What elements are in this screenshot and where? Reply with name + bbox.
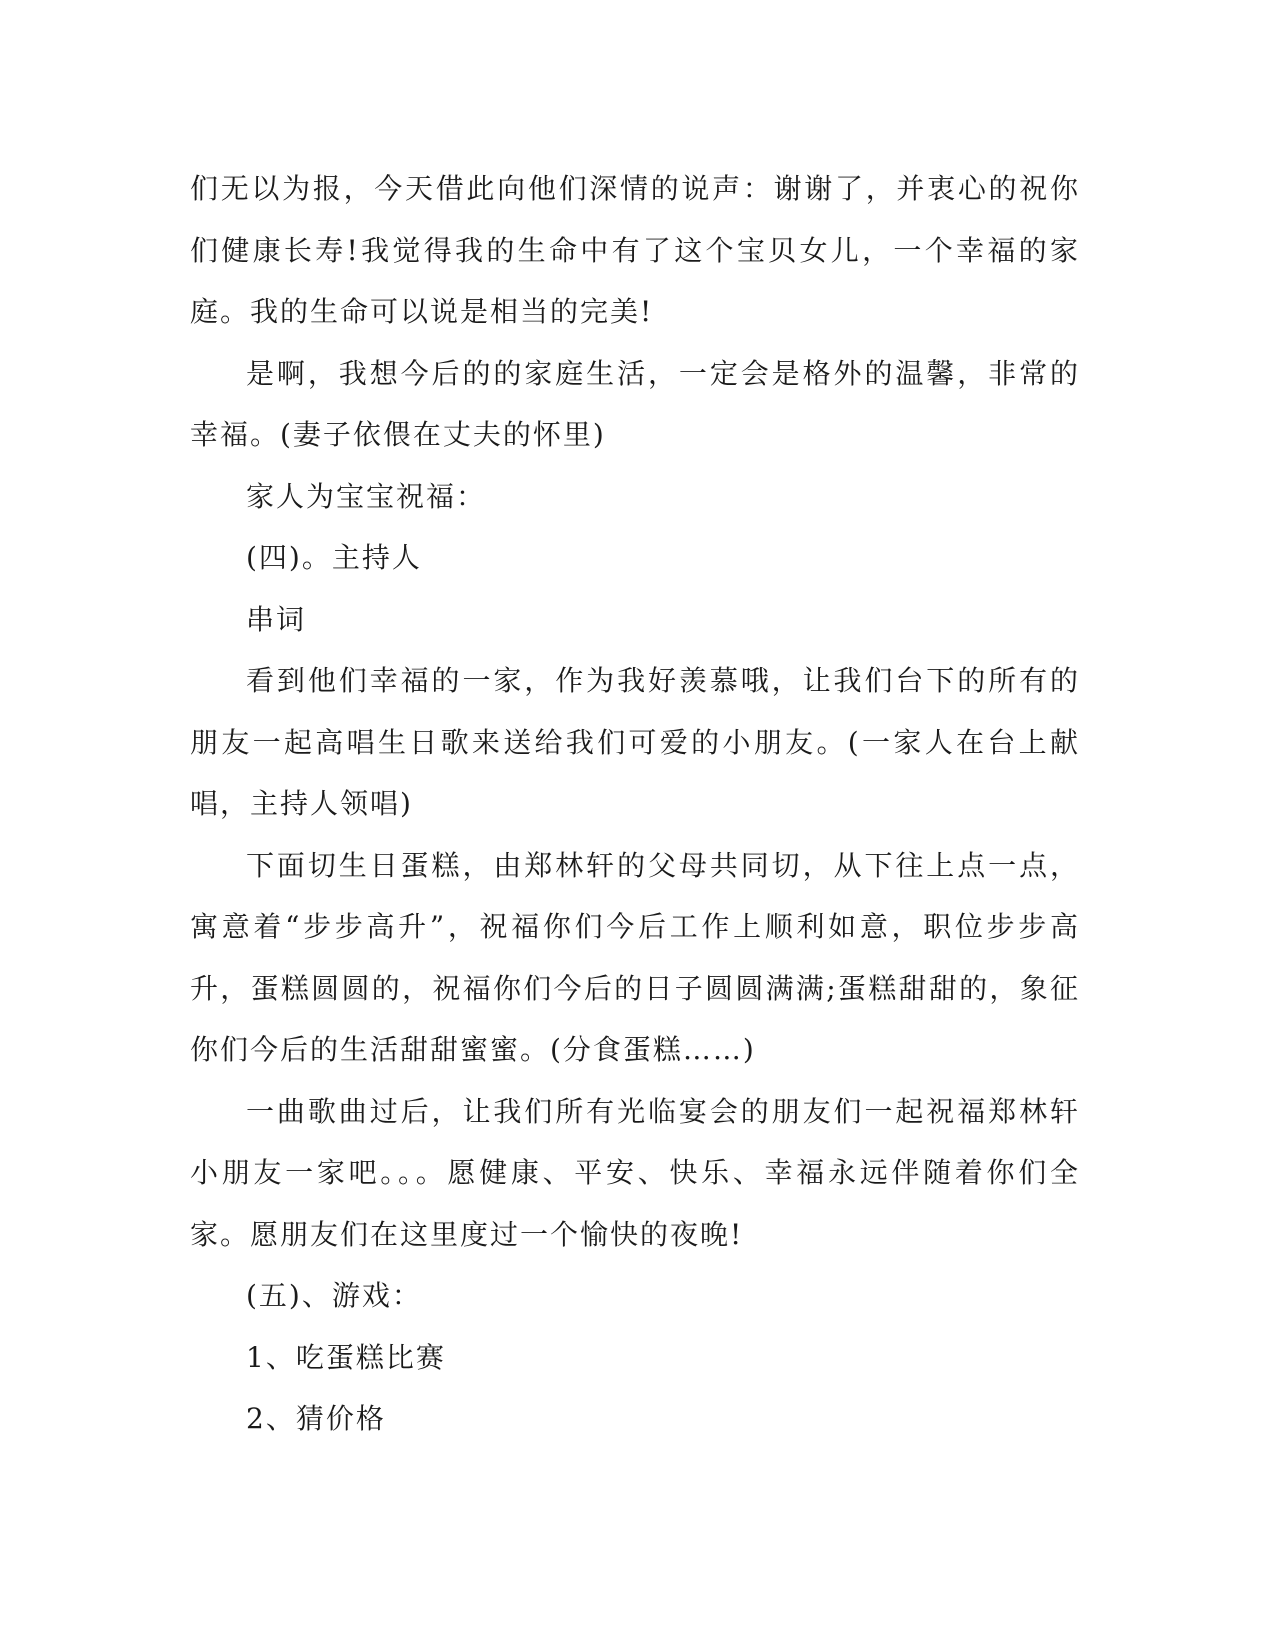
list-item: 2、猜价格 (246, 1402, 386, 1435)
paragraph: 看到他们幸福的一家，作为我好羡慕哦，让我们台下的所有的朋友一起高唱生日歌来送给我们可爱的小朋友。(一家人在台上献唱，主持人领唱) (190, 664, 1080, 820)
paragraph: 串词 (246, 602, 307, 636)
paragraph: 下面切生日蛋糕，由郑林轩的父母共同切，从下往上点一点，寓意着“步步高升”，祝福你们今后工作上顺利如意，职位步步高升，蛋糕圆圆的，祝福你们今后的日子圆圆满满;蛋糕甜甜的，象征你们今后的生活甜甜蜜蜜。(分食蛋糕……) (190, 848, 1080, 1066)
paragraph: 一曲歌曲过后，让我们所有光临宴会的朋友们一起祝福郑林轩小朋友一家吧。。。愿健康、平安、快乐、幸福永远伴随着你们全家。愿朋友们在这里度过一个愉快的夜晚! (190, 1094, 1080, 1251)
paragraph: 们无以为报，今天借此向他们深情的说声：谢谢了，并衷心的祝你们健康长寿!我觉得我的生命中有了这个宝贝女儿，一个幸福的家庭。我的生命可以说是相当的完美! (190, 172, 1080, 328)
section-heading: (四)。主持人 (246, 541, 422, 574)
section-heading: (五)、游戏： (246, 1279, 422, 1312)
paragraph: 是啊，我想今后的的家庭生活，一定会是格外的温馨，非常的幸福。(妻子依偎在丈夫的怀里) (190, 356, 1080, 451)
paragraph: 家人为宝宝祝福： (246, 479, 487, 513)
document-body (190, 158, 1080, 1450)
list-item: 1、吃蛋糕比赛 (246, 1340, 446, 1374)
